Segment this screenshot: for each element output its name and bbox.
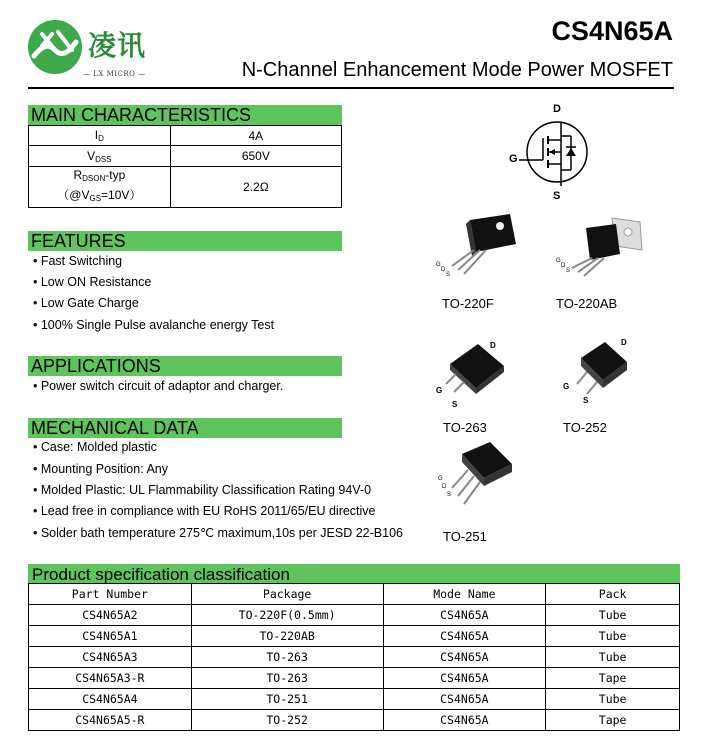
- pin-label: G: [563, 382, 570, 391]
- pin-label: S: [446, 272, 451, 278]
- pin-label: D: [621, 338, 627, 347]
- cell-pack: Tube: [546, 605, 680, 626]
- list-item: • Case: Molded plastic: [33, 440, 157, 454]
- table-row: [29, 689, 680, 710]
- column-header: Pack: [546, 584, 680, 605]
- package-label-to252: TO-252: [563, 420, 607, 435]
- cell-pack: Tape: [546, 668, 680, 689]
- cell-mode-name: CS4N65A: [383, 605, 546, 626]
- pin-label: S: [583, 396, 589, 405]
- column-header: Mode Name: [383, 584, 546, 605]
- package-label-to251: TO-251: [443, 529, 487, 544]
- table-row: [29, 605, 680, 626]
- header-divider: [28, 87, 674, 89]
- pin-label: G: [436, 386, 443, 395]
- main-characteristics-heading: MAIN CHARACTERISTICS: [28, 105, 342, 125]
- cell-pack: Tube: [546, 647, 680, 668]
- cell-mode-name: CS4N65A: [383, 710, 546, 731]
- package-label-to220f: TO-220F: [442, 296, 494, 311]
- param-rdson: $R_{DSON}$-typ $(@V_{GS}=10V)$: [29, 167, 171, 208]
- symbol-source-label: S: [553, 190, 561, 202]
- pin-label: D: [441, 267, 446, 273]
- table-row: [29, 167, 342, 208]
- pin-label: G: [436, 262, 441, 268]
- param-id: $I_D$: [29, 126, 171, 146]
- cell-part-number: CS4N65A2: [29, 605, 192, 626]
- value-id: 4A: [170, 126, 341, 146]
- cell-mode-name: CS4N65A: [383, 626, 546, 647]
- cell-part-number: CS4N65A5-R: [29, 710, 192, 731]
- column-header: Package: [191, 584, 383, 605]
- to220ab-package-icon: [552, 210, 647, 286]
- cell-package: TO-220AB: [191, 626, 383, 647]
- table-row: [29, 626, 680, 647]
- pin-label: D: [561, 263, 566, 269]
- table-row: [29, 668, 680, 689]
- main-characteristics-table: [28, 125, 342, 208]
- logo-subtext: — LX MICRO —: [83, 70, 146, 78]
- cell-mode-name: CS4N65A: [383, 689, 546, 710]
- pin-label: D: [442, 484, 447, 490]
- value-rdson: 2.2Ω: [170, 167, 341, 208]
- cell-pack: Tube: [546, 626, 680, 647]
- package-label-to263: TO-263: [443, 420, 487, 435]
- pin-label: S: [452, 400, 458, 409]
- pin-label: S: [566, 268, 571, 274]
- table-row: [29, 647, 680, 668]
- cell-part-number: CS4N65A3-R: [29, 668, 192, 689]
- features-heading: FEATURES: [28, 231, 342, 251]
- pin-label: S: [447, 492, 452, 498]
- cell-pack: Tape: [546, 710, 680, 731]
- list-item: • Mounting Position: Any: [33, 462, 169, 476]
- list-item: • Solder bath temperature 275℃ maximum,10s per JESD 22-B106: [33, 526, 403, 540]
- part-number-title: CS4N65A: [551, 16, 673, 46]
- applications-heading: APPLICATIONS: [28, 356, 342, 376]
- logo-mark: [28, 20, 82, 74]
- table-header-row: [29, 584, 680, 605]
- list-item: • Power switch circuit of adaptor and charger.: [33, 379, 284, 393]
- logo-icon: [28, 20, 82, 74]
- cell-package: TO-220F(0.5mm): [191, 605, 383, 626]
- list-item: • Fast Switching: [33, 254, 123, 268]
- list-item: • 100% Single Pulse avalanche energy Test: [33, 318, 275, 332]
- package-label-to220ab: TO-220AB: [556, 296, 618, 311]
- to251-package-icon: [432, 436, 517, 516]
- list-item: • Low Gate Charge: [33, 296, 139, 310]
- cell-part-number: CS4N65A4: [29, 689, 192, 710]
- spec-table-heading: Product specification classification: [28, 564, 680, 584]
- cell-package: TO-263: [191, 647, 383, 668]
- param-vdss: $V_{DSS}$: [29, 146, 171, 167]
- document-subtitle: N-Channel Enhancement Mode Power MOSFET: [241, 59, 673, 81]
- cell-mode-name: CS4N65A: [383, 647, 546, 668]
- table-row: [29, 710, 680, 731]
- logo-text: 凌讯: [88, 29, 147, 62]
- value-vdss: 650V: [170, 146, 341, 167]
- pin-label: D: [490, 341, 496, 350]
- table-row: [29, 146, 342, 167]
- cell-package: TO-252: [191, 710, 383, 731]
- cell-pack: Tube: [546, 689, 680, 710]
- cell-package: TO-251: [191, 689, 383, 710]
- symbol-gate-label: G: [509, 153, 518, 165]
- pin-label: G: [556, 258, 561, 264]
- mosfet-symbol-icon: [505, 100, 605, 200]
- pin-label: G: [438, 476, 443, 482]
- list-item: • Lead free in compliance with EU RoHS 2011/65/EU directive: [33, 504, 376, 518]
- mechanical-data-heading: MECHANICAL DATA: [28, 418, 342, 438]
- list-item: • Low ON Resistance: [33, 275, 152, 289]
- cell-part-number: CS4N65A3: [29, 647, 192, 668]
- column-header: Part Number: [29, 584, 192, 605]
- cell-package: TO-263: [191, 668, 383, 689]
- cell-part-number: CS4N65A1: [29, 626, 192, 647]
- to263-package-icon: [432, 336, 512, 411]
- cell-mode-name: CS4N65A: [383, 668, 546, 689]
- spec-table: [28, 583, 680, 731]
- symbol-drain-label: D: [553, 103, 561, 115]
- list-item: • Molded Plastic: UL Flammability Classification Rating 94V-0: [33, 483, 372, 497]
- table-row: [29, 126, 342, 146]
